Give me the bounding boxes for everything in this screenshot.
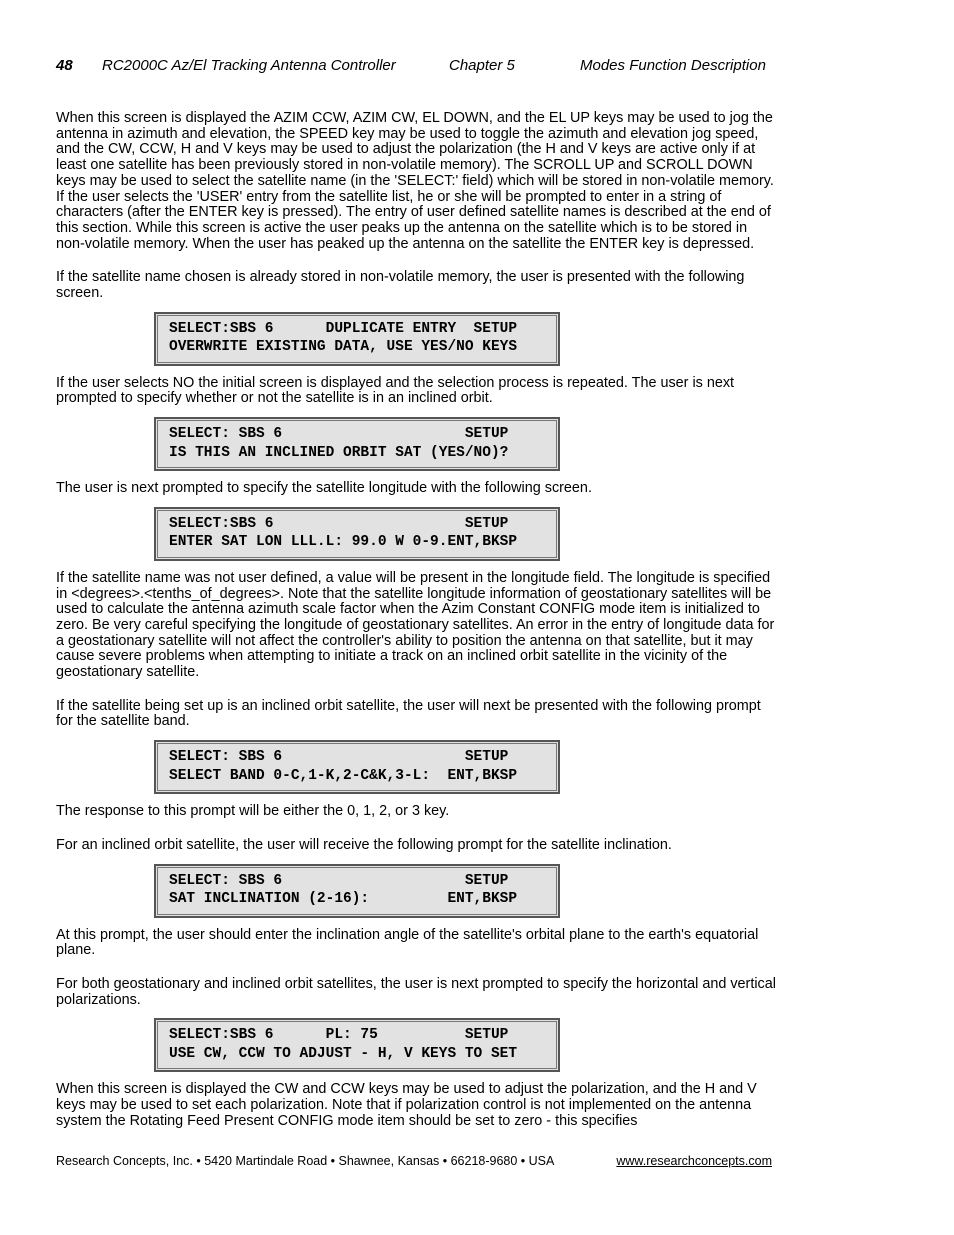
- paragraph-band-intro: If the satellite being set up is an inclined orbit satellite, the user will next be presented with the following prompt for the satellite band.: [56, 697, 761, 730]
- lcd-screen-band: [154, 740, 560, 794]
- lcd-screen-duplicate-entry: [154, 312, 560, 366]
- paragraph-longitude-intro: The user is next prompted to specify the satellite longitude with the following screen.: [56, 480, 592, 497]
- lcd-screen-polarization: [154, 1018, 560, 1072]
- lcd-line-1: SELECT:SBS 6 SETUP: [169, 515, 509, 532]
- lcd-line-1: SELECT:SBS 6 DUPLICATE ENTRY SETUP: [169, 320, 518, 337]
- lcd-line-1: SELECT: SBS 6 SETUP: [169, 872, 509, 889]
- document-title: RC2000C Az/El Tracking Antenna Controller: [102, 57, 396, 74]
- paragraph-band-response: The response to this prompt will be either the 0, 1, 2, or 3 key.: [56, 803, 450, 820]
- page-number: 48: [56, 57, 73, 74]
- lcd-line-2: USE CW, CCW TO ADJUST - H, V KEYS TO SET: [169, 1045, 518, 1062]
- paragraph-polarization-details: When this screen is displayed the CW and CCW keys may be used to adjust the polarization, and the H and V keys may be used to set each polarization. Note that if polarization control is not implemented on the antenna system the Rotating Feed Present CONFIG mode item should be set to zero - this specifies: [56, 1081, 757, 1129]
- paragraph-polarization-intro: For both geostationary and inclined orbit satellites, the user is next prompted to specify the horizontal and vertical polarizations.: [56, 975, 776, 1008]
- lcd-line-2: IS THIS AN INCLINED ORBIT SAT (YES/NO)?: [169, 444, 509, 461]
- page-body: [56, 111, 776, 1130]
- paragraph-duplicate-intro: If the satellite name chosen is already stored in non-volatile memory, the user is presented with the following screen.: [56, 269, 745, 302]
- lcd-screen-inclined-orbit: [154, 417, 560, 471]
- company-address: Research Concepts, Inc. • 5420 Martindale Road • Shawnee, Kansas • 66218-9680 • USA: [56, 1154, 555, 1168]
- lcd-line-2: ENTER SAT LON LLL.L: 99.0 W 0-9.ENT,BKSP: [169, 534, 518, 551]
- website-link[interactable]: www.researchconcepts.com: [616, 1154, 772, 1168]
- page-header: [56, 57, 786, 77]
- lcd-line-1: SELECT: SBS 6 SETUP: [169, 426, 509, 443]
- lcd-screen-longitude: [154, 507, 560, 561]
- lcd-line-1: SELECT:SBS 6 PL: 75 SETUP: [169, 1027, 509, 1044]
- lcd-line-2: SELECT BAND 0-C,1-K,2-C&K,3-L: ENT,BKSP: [169, 767, 518, 784]
- lcd-line-2: SAT INCLINATION (2-16): ENT,BKSP: [169, 891, 518, 908]
- lcd-line-1: SELECT: SBS 6 SETUP: [169, 749, 509, 766]
- paragraph-longitude-details: If the satellite name was not user defined, a value will be present in the longitude field. The longitude is specified in <degrees>.<tenths_of_degrees>. Note that the satellite longitude information of geostationary satellites will be used to calculate the antenna azimuth scale factor when the Azim Constant CONFIG mode item is initialized to zero. Be very careful specifying the longitude of geostationary satellites. An error in the entry of longitude data for a geostationary satellite will not affect the controller's ability to position the antenna on that satellite, but it may cause severe problems when attempting to initiate a track on an inclined orbit satellite in the vicinity of the geostationary satellite.: [56, 569, 775, 681]
- paragraph-no-selection: If the user selects NO the initial screen is displayed and the selection process is repeated. The user is next prompted to specify whether or not the satellite is in an inclined orbit.: [56, 374, 735, 407]
- section-title: Modes Function Description: [580, 57, 766, 74]
- lcd-screen-inclination: [154, 864, 560, 918]
- paragraph-inclination-details: At this prompt, the user should enter the inclination angle of the satellite's orbital plane to the earth's equatorial plane.: [56, 926, 759, 959]
- lcd-line-2: OVERWRITE EXISTING DATA, USE YES/NO KEYS: [169, 339, 518, 356]
- chapter-label: Chapter 5: [449, 57, 515, 74]
- paragraph-jog-keys: When this screen is displayed the AZIM CCW, AZIM CW, EL DOWN, and the EL UP keys may be used to jog the antenna in azimuth and elevation, the SPEED key may be used to toggle the azimuth and elevation jog speed, and the CW, CCW, H and V keys may be used to adjust the polarization (the H and V keys are active only if at least one satellite has been previously stored in non-volatile memory). The SCROLL UP and SCROLL DOWN keys may be used to select the satellite name (in the 'SELECT:' field) which will be stored in non-volatile memory. If the user selects the 'USER' entry from the satellite list, he or she will be prompted to enter in a string of characters (after the ENTER key is pressed). The entry of user defined satellite names is described at the end of this section. While this screen is active the user peaks up the antenna on the satellite which is to be stored in non-volatile memory. When the user has peaked up the antenna on the satellite the ENTER key is depressed.: [56, 110, 774, 252]
- paragraph-inclination-intro: For an inclined orbit satellite, the user will receive the following prompt for the satellite inclination.: [56, 836, 672, 853]
